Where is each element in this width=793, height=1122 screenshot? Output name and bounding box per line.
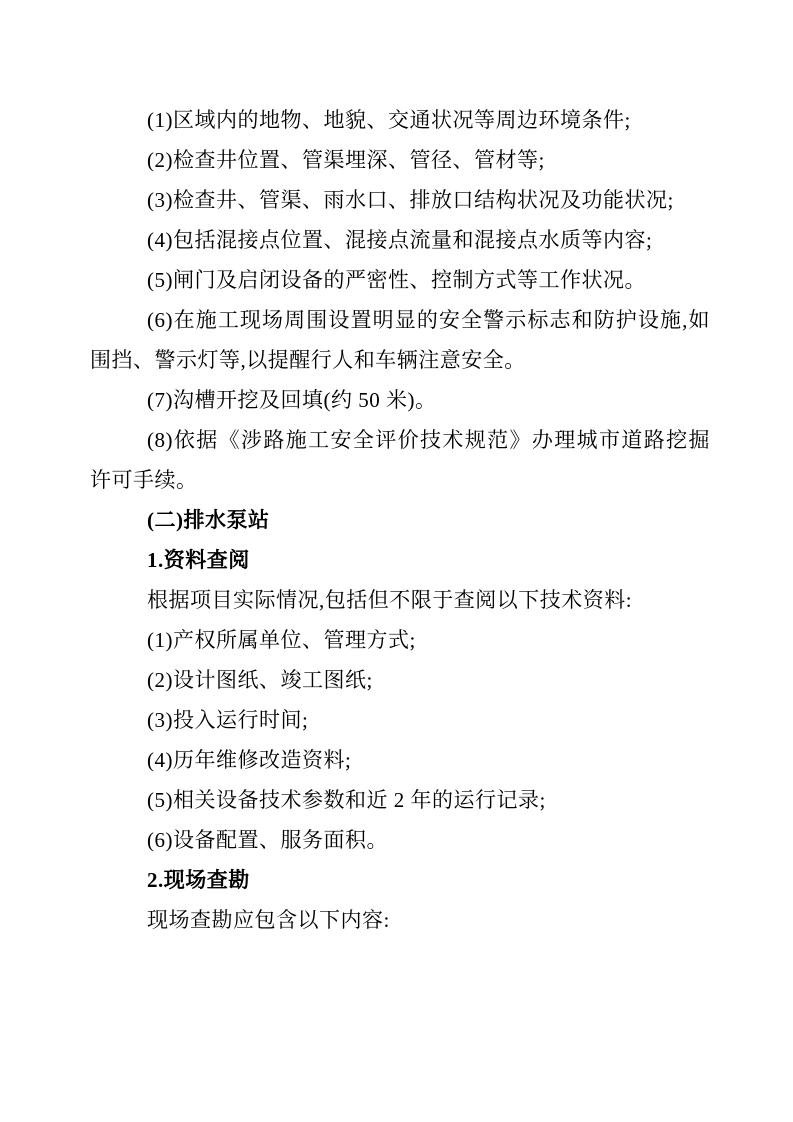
document-body <box>90 100 710 940</box>
list-item-survey-1: (1)区域内的地物、地貌、交通状况等周边环境条件; <box>147 108 631 132</box>
subsection-heading-site-survey: 2.现场查勘 <box>147 868 250 892</box>
section-heading-drainage-pump-station: (二)排水泵站 <box>147 508 270 532</box>
list-item-survey-3: (3)检查井、管渠、雨水口、排放口结构状况及功能状况; <box>147 188 674 212</box>
list-item-data-5: (5)相关设备技术参数和近 2 年的运行记录; <box>147 788 546 812</box>
list-item-survey-4: (4)包括混接点位置、混接点流量和混接点水质等内容; <box>147 228 653 252</box>
list-item-data-1: (1)产权所属单位、管理方式; <box>147 628 416 652</box>
paragraph-data-review-intro: 根据项目实际情况,包括但不限于查阅以下技术资料: <box>147 588 633 612</box>
list-item-data-2: (2)设计图纸、竣工图纸; <box>147 668 373 692</box>
list-item-survey-8: (8)依据《涉路施工安全评价技术规范》办理城市道路挖掘许可手续。 <box>90 428 710 492</box>
list-item-survey-6: (6)在施工现场周围设置明显的安全警示标志和防护设施,如围挡、警示灯等,以提醒行人和车辆注意安全。 <box>90 308 710 372</box>
list-item-survey-2: (2)检查井位置、管渠埋深、管径、管材等; <box>147 148 545 172</box>
list-item-survey-7: (7)沟槽开挖及回填(约 50 米)。 <box>147 388 437 412</box>
list-item-survey-5: (5)闸门及启闭设备的严密性、控制方式等工作状况。 <box>147 268 646 292</box>
list-item-data-3: (3)投入运行时间; <box>147 708 309 732</box>
list-item-data-6: (6)设备配置、服务面积。 <box>147 828 388 852</box>
paragraph-site-survey-intro: 现场查勘应包含以下内容: <box>147 908 390 932</box>
list-item-data-4: (4)历年维修改造资料; <box>147 748 352 772</box>
subsection-heading-data-review: 1.资料查阅 <box>147 548 250 572</box>
